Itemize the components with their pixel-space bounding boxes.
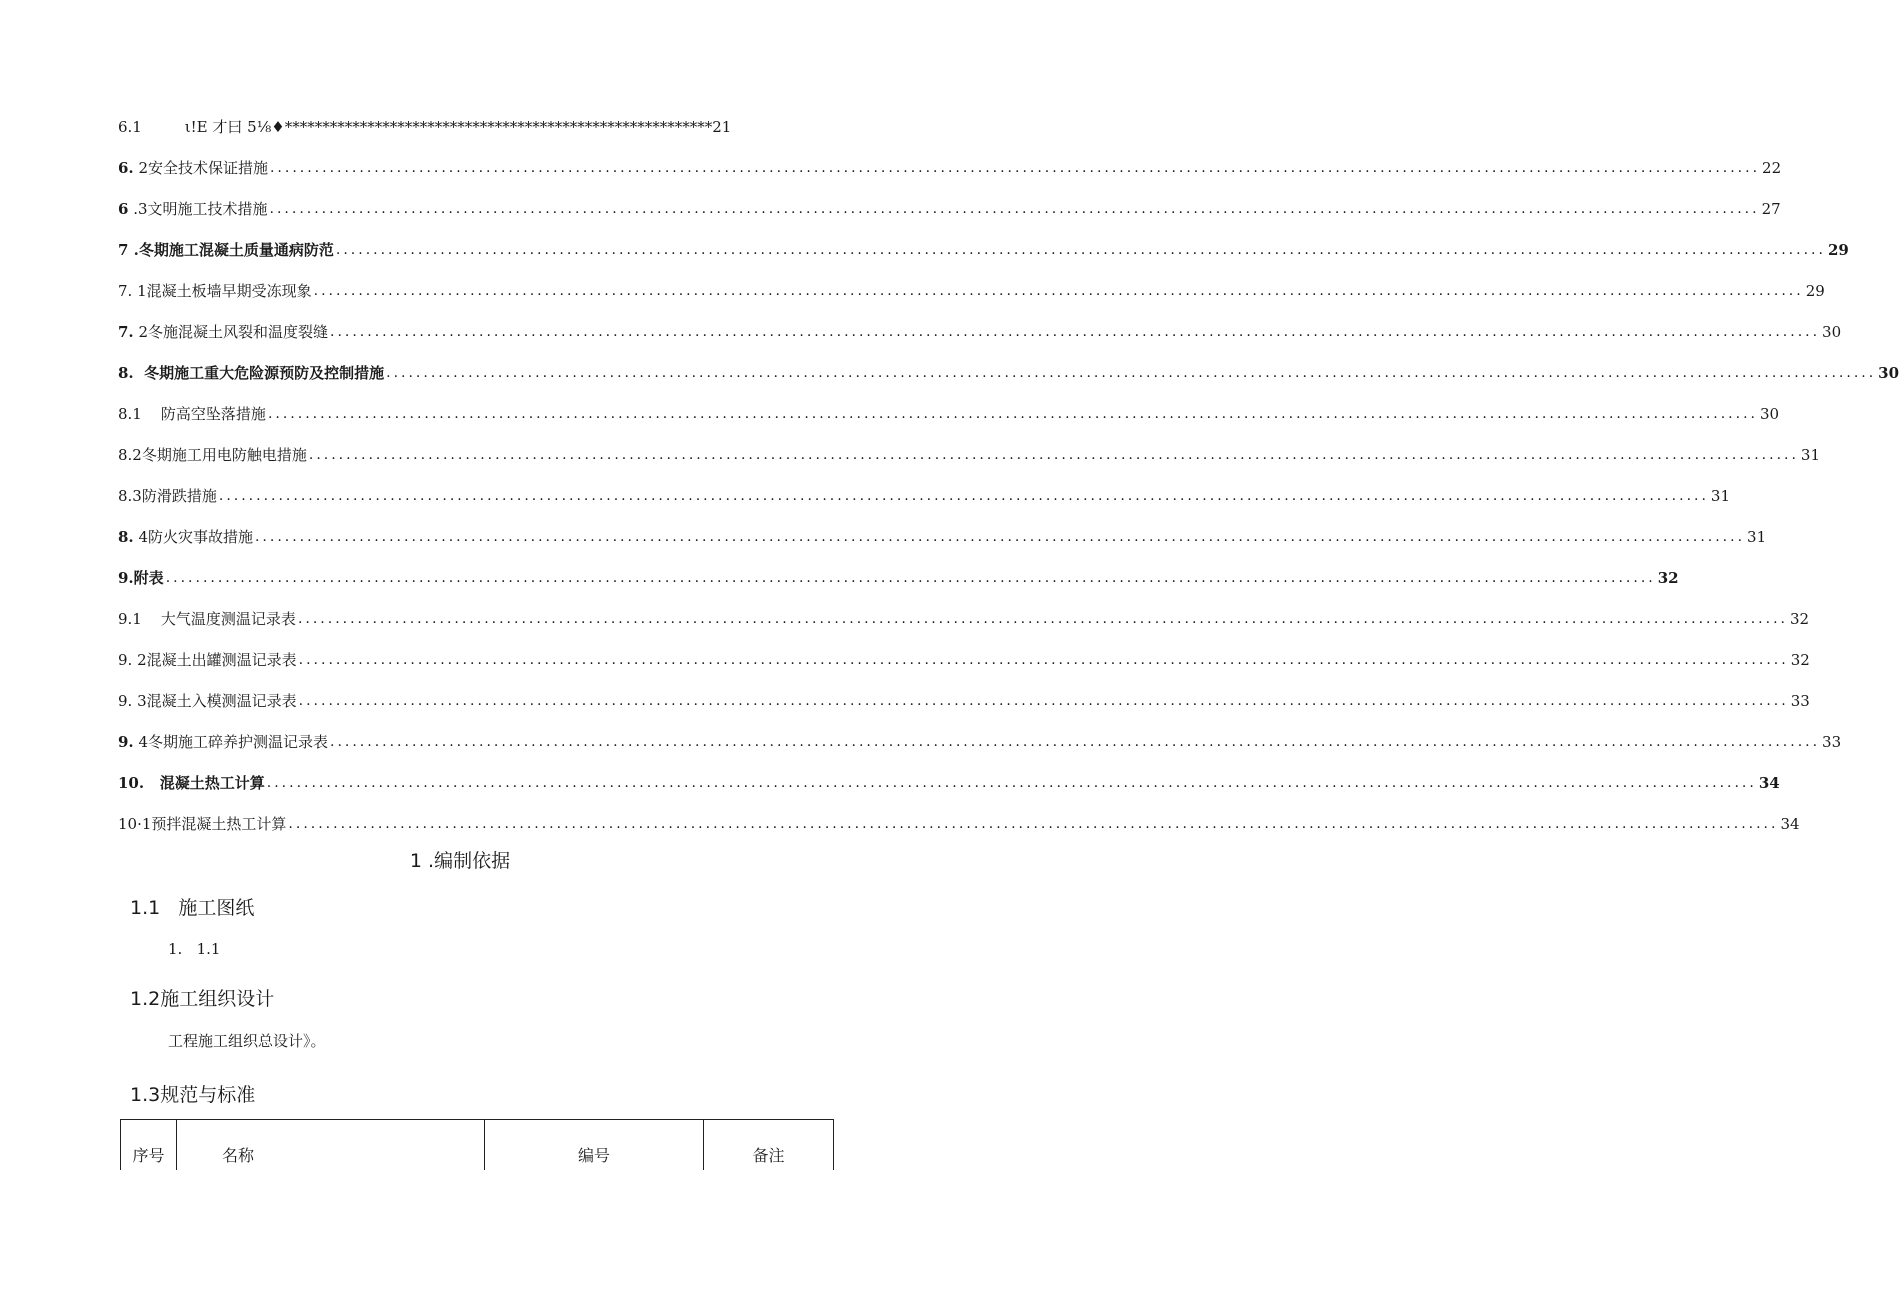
- toc-entry-title: 4防火灾事故措施: [133, 528, 253, 546]
- toc-entry[interactable]: [118, 670, 1810, 711]
- section-body-design: 工程施工组织总设计》。: [168, 1032, 326, 1050]
- table-header-row: [121, 1120, 834, 1171]
- toc-entry-page: 31: [1710, 487, 1731, 505]
- toc-entry[interactable]: [118, 793, 1800, 834]
- toc-entry-title: 2安全技术保证措施: [133, 159, 268, 177]
- toc-entry[interactable]: [118, 219, 1849, 260]
- header-name-label: 名称: [222, 1146, 255, 1165]
- toc-entry-number: 8.1: [118, 405, 142, 423]
- toc-entry-page: 29: [1805, 282, 1825, 300]
- toc-entry[interactable]: [118, 260, 1825, 301]
- toc-entry-number: 8.: [118, 528, 134, 546]
- toc-entry-page: 31: [1800, 446, 1821, 464]
- header-seq: 序号: [121, 1120, 177, 1171]
- toc-entry-number: 9.1: [118, 610, 142, 628]
- toc-dot-leader: ........................................................................................................................................................................................................: [254, 529, 1746, 545]
- toc-entry-title: 冬期施工重大危险源预防及控制措施: [133, 364, 385, 382]
- toc-entry-number: 7: [118, 241, 129, 259]
- toc-entry-page: 31: [1747, 528, 1767, 546]
- toc-dot-leader: ........................................................................................................................................................................................................: [297, 611, 1788, 627]
- toc-entry-number: 9.: [118, 651, 133, 669]
- toc-dot-leader: ........................................................................................................................................................................................................: [335, 242, 1826, 258]
- toc-entry-page: 34: [1758, 774, 1780, 792]
- toc-entry-page: 27: [1761, 200, 1781, 218]
- toc-dot-leader: ........................................................................................................................................................................................................: [267, 406, 1758, 422]
- toc-entry-page: 34: [1780, 815, 1800, 833]
- toc-entry-page: 33: [1790, 692, 1810, 710]
- toc-entry[interactable]: [118, 465, 1731, 506]
- section-body-drawings: 1. 1.1: [168, 940, 221, 958]
- toc-dot-leader: ........................................................................................................................................................................................................: [330, 734, 1821, 750]
- toc-entry-title: 冬期施工用电防触电措施: [141, 446, 307, 464]
- toc-dot-leader: ........................................................................................................................................................................................................: [386, 365, 1877, 381]
- toc-dot-leader: ........................................................................................................................................................................................................: [298, 652, 1789, 668]
- toc-entry[interactable]: [118, 301, 1842, 342]
- toc-entry-page: 30: [1822, 323, 1842, 341]
- toc-entry[interactable]: [118, 383, 1780, 424]
- toc-entry-title: ι!E 才曰 5⅛♦*********************************************************21: [141, 118, 732, 136]
- section-heading-design: 1.2施工组织设计: [130, 988, 275, 1010]
- toc-entry-number: 9.: [118, 569, 134, 587]
- toc-entry[interactable]: [118, 137, 1782, 178]
- toc-entry-number: 7.: [118, 282, 133, 300]
- toc-entry-title: 3混凝土入模测温记录表: [132, 692, 297, 710]
- toc-entry-page: 33: [1822, 733, 1842, 751]
- toc-entry-title: 4冬期施工碎养护测温记录表: [133, 733, 328, 751]
- toc-entry-page: 30: [1759, 405, 1780, 423]
- header-code: 编号: [485, 1120, 704, 1171]
- toc-dot-leader: ........................................................................................................................................................................................................: [308, 447, 1799, 463]
- toc-entry-number: 6.: [118, 159, 134, 177]
- toc-entry-number: 8.2: [118, 446, 142, 464]
- toc-dot-leader: ........................................................................................................................................................................................................: [330, 324, 1821, 340]
- toc-dot-leader: ........................................................................................................................................................................................................: [266, 775, 1757, 791]
- toc-entry-title: 2冬施混凝土风裂和温度裂缝: [133, 323, 328, 341]
- toc-entry-title: 附表: [133, 569, 164, 587]
- header-note: 备注: [704, 1120, 834, 1171]
- toc-entry-title: 2混凝土出罐测温记录表: [132, 651, 297, 669]
- toc-dot-leader: ........................................................................................................................................................................................................: [288, 816, 1779, 832]
- toc-entry-page: 32: [1657, 569, 1679, 587]
- toc-entry-title: 防滑跌措施: [141, 487, 217, 505]
- toc-entry-page: 29: [1827, 241, 1849, 259]
- toc-dot-leader: ........................................................................................................................................................................................................: [165, 570, 1656, 586]
- toc-entry-number: 7.: [118, 323, 134, 341]
- toc-entry-page: 32: [1789, 610, 1810, 628]
- toc-entry-page: 32: [1790, 651, 1810, 669]
- toc-dot-leader: ........................................................................................................................................................................................................: [269, 201, 1760, 217]
- toc-entry-page: 30: [1878, 364, 1899, 382]
- toc-entry-title: 大气温度测温记录表: [141, 610, 296, 628]
- toc-entry-number: 10·1: [118, 815, 152, 833]
- toc-entry-number: 6.1: [118, 118, 142, 136]
- toc-entry[interactable]: [118, 424, 1821, 465]
- section-heading-drawings: 1.1 施工图纸: [130, 897, 255, 919]
- toc-entry-title: 1混凝土板墙早期受冻现象: [132, 282, 312, 300]
- toc-entry[interactable]: [118, 752, 1780, 793]
- toc-entry[interactable]: [118, 178, 1781, 219]
- standards-table: [120, 1119, 834, 1170]
- toc-entry-title: 混凝土热工计算: [144, 774, 265, 792]
- toc-dot-leader: ........................................................................................................................................................................................................: [298, 693, 1789, 709]
- toc-entry-number: 10.: [118, 774, 145, 792]
- toc-dot-leader: ........................................................................................................................................................................................................: [313, 283, 1804, 299]
- toc-entry[interactable]: [118, 547, 1679, 588]
- toc-entry[interactable]: [118, 588, 1810, 629]
- toc-entry-title: 预拌混凝土热工计算: [151, 815, 287, 833]
- toc-dot-leader: ........................................................................................................................................................................................................: [269, 160, 1761, 176]
- toc-entry[interactable]: [118, 342, 1899, 383]
- toc-entry[interactable]: [118, 629, 1810, 670]
- toc-entry-number: 6: [118, 200, 129, 218]
- toc-entry-number: 8.3: [118, 487, 142, 505]
- toc-entry-number: 8.: [118, 364, 134, 382]
- section-heading-standards: 1.3规范与标准: [130, 1084, 256, 1106]
- toc-entry-number: 9.: [118, 692, 133, 710]
- table-of-contents: [118, 96, 1899, 834]
- toc-dot-leader: ........................................................................................................................................................................................................: [218, 488, 1709, 504]
- toc-entry[interactable]: [118, 96, 802, 137]
- toc-entry[interactable]: [118, 711, 1842, 752]
- toc-entry-page: 22: [1762, 159, 1782, 177]
- header-name: [177, 1120, 485, 1171]
- toc-entry-title: .3文明施工技术措施: [128, 200, 268, 218]
- toc-entry-title: .冬期施工混凝土质量通病防范: [128, 241, 334, 259]
- toc-entry-title: 防高空坠落措施: [141, 405, 266, 423]
- chapter-heading: 1 .编制依据: [409, 850, 511, 872]
- toc-entry[interactable]: [118, 506, 1767, 547]
- toc-entry-number: 9.: [118, 733, 134, 751]
